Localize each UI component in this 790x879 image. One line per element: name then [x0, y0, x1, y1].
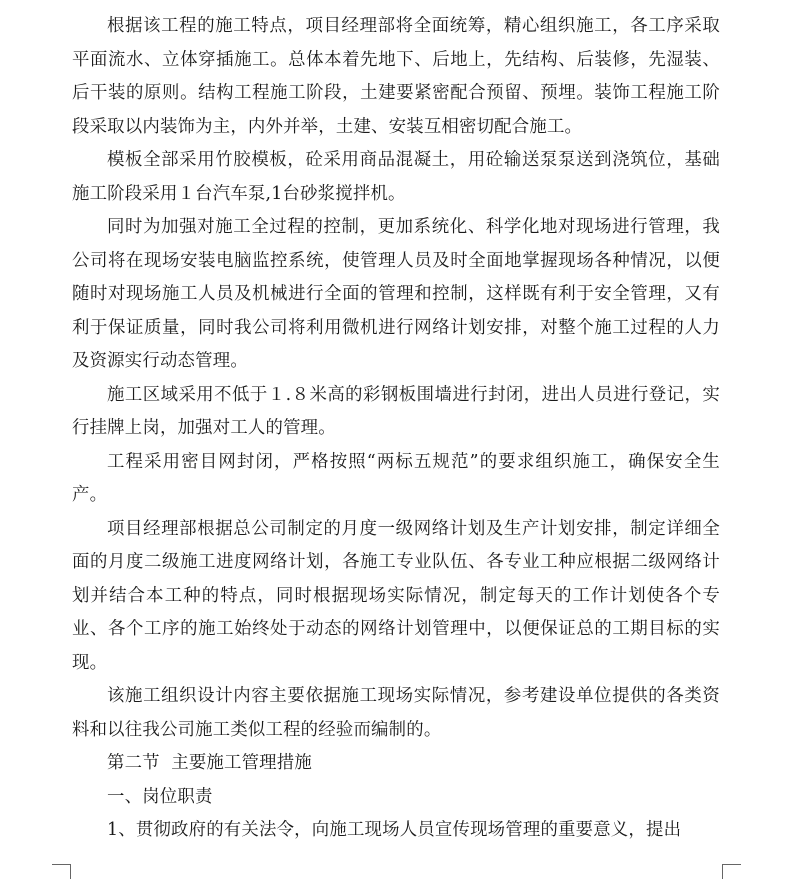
paragraph-design-basis: 该施工组织设计内容主要依据施工现场实际情况，参考建设单位提供的各类资料和以往我公司施工类似工程的经验而编制的。	[72, 686, 720, 740]
paragraph-government-decrees: 1、贯彻政府的有关法令，向施工现场人员宣传现场管理的重要意义，提出	[107, 820, 682, 840]
paragraph-construction-characteristics: 根据该工程的施工特点，项目经理部将全面统筹，精心组织施工，各工序采取平面流水、立体穿插施工。总体本着先地下、后地上，先结构、后装修，先湿装、后干装的原则。结构工程施工阶段，土建要紧密配合预留、预埋。装饰工程施工阶段采取以内装饰为主，内外并举，土建、安装互相密切配合施工。	[72, 16, 720, 137]
paragraph-formwork-concrete: 模板全部采用竹胶模板，砼采用商品混凝土，用砼输送泵泵送到浇筑位，基础施工阶段采用１台汽车泵,1台砂浆搅拌机。	[72, 150, 720, 204]
paragraph-network-plan: 项目经理部根据总公司制定的月度一级网络计划及生产计划安排，制定详细全面的月度二级施工进度网络计划，各施工专业队伍、各专业工种应根据二级网络计划并结合本工种的特点，同时根据现场实际情况，制定每天的工作计划使各个专业、各个工序的施工始终处于动态的网络计划管理中，以便保证总的工期目标的实现。	[72, 518, 720, 673]
crop-mark-right	[722, 864, 741, 879]
crop-mark-left	[52, 864, 71, 879]
paragraph-monitoring-system: 同时为加强对施工全过程的控制，更加系统化、科学化地对现场进行管理，我公司将在现场安装电脑监控系统，使管理人员及时全面地掌握现场各种情况，以便随时对现场施工人员及机械进行全面的管理和控制，这样既有利于安全管理，又有利于保证质量，同时我公司将利用微机进行网络计划安排，对整个施工过程的人力及资源实行动态管理。	[72, 217, 720, 371]
paragraph-safety-net: 工程采用密目网封闭，严格按照“两标五规范”的要求组织施工，确保安全生产。	[72, 451, 720, 505]
subheading-job-duties: 一、岗位职责	[107, 786, 213, 807]
section-heading: 第二节 主要施工管理措施	[107, 753, 312, 773]
document-page	[72, 0, 720, 848]
paragraph-site-enclosure: 施工区域采用不低于１.８米高的彩钢板围墙进行封闭，进出人员进行登记，实行挂牌上岗，加强对工人的管理。	[72, 384, 720, 438]
